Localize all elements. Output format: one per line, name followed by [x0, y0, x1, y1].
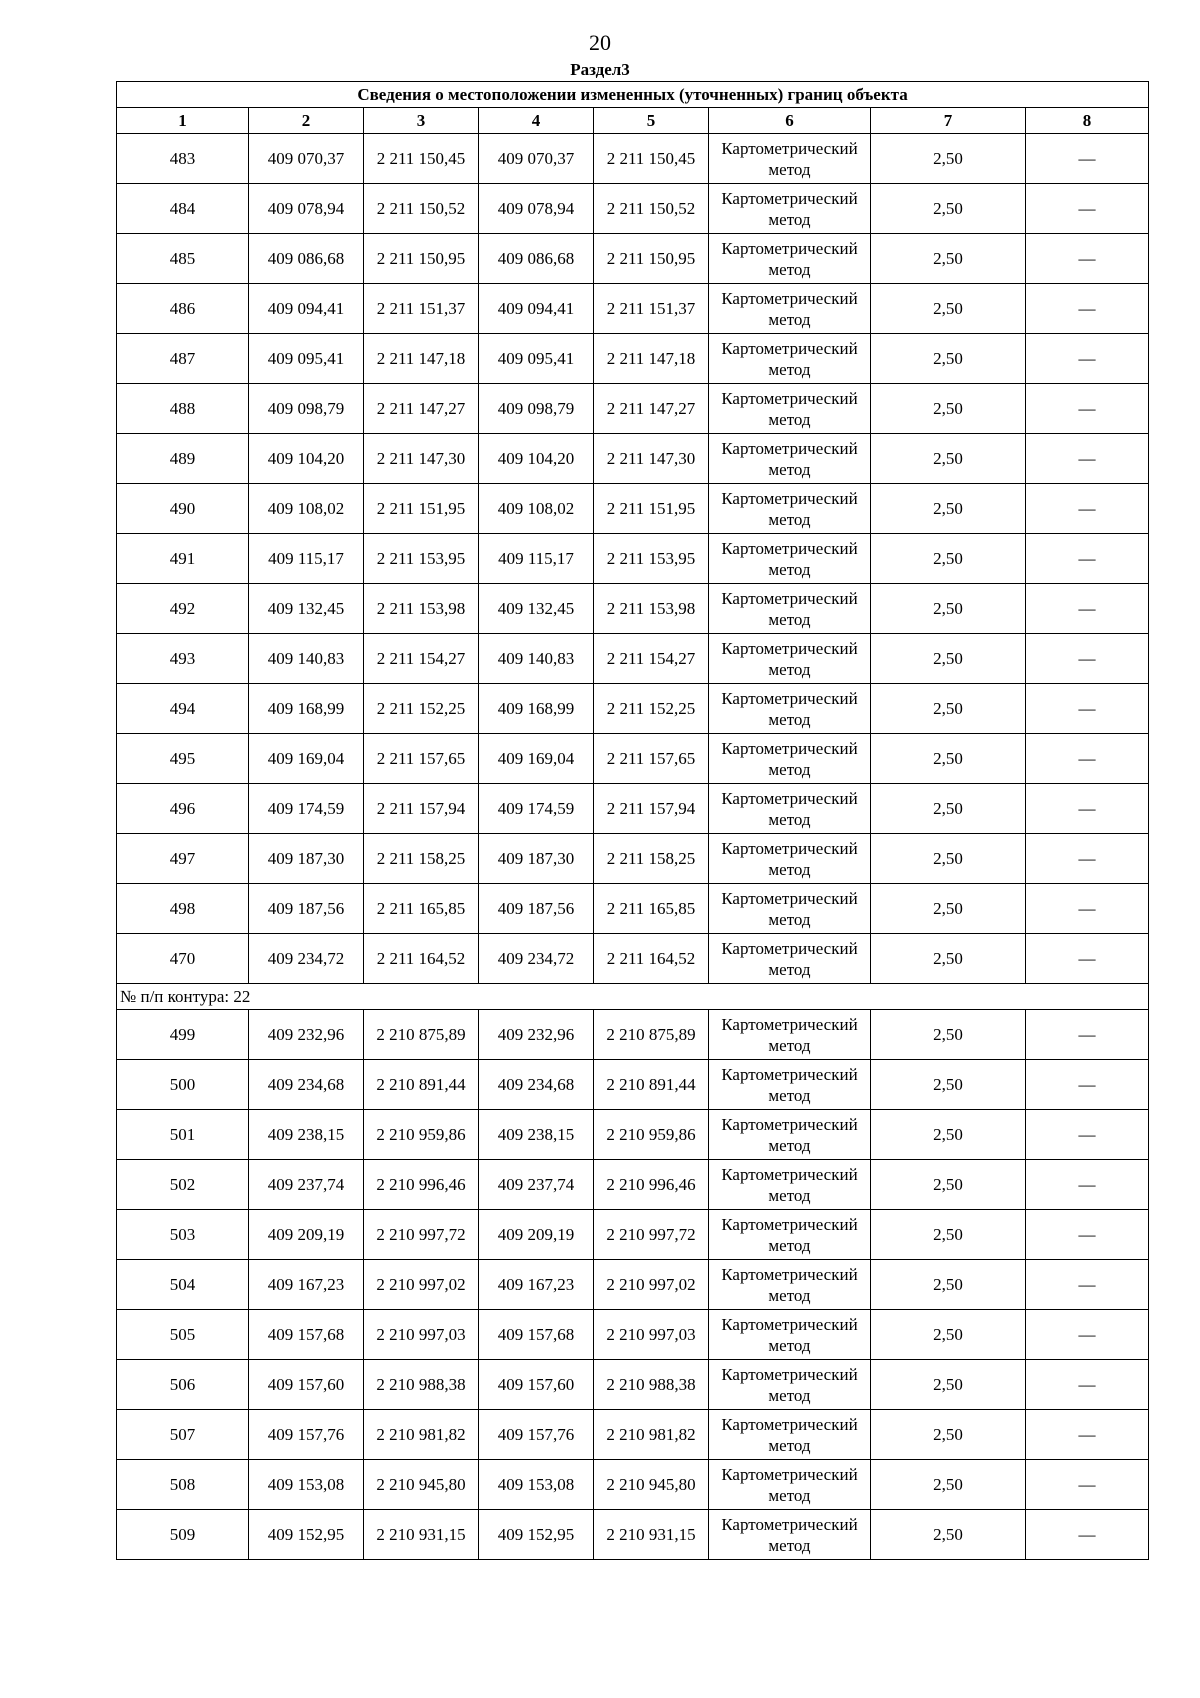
existing-y-cell: 2 211 151,37	[364, 284, 479, 334]
point-number-cell: 490	[117, 484, 249, 534]
new-x-cell: 409 232,96	[479, 1010, 594, 1060]
existing-x-cell: 409 237,74	[249, 1160, 364, 1210]
new-y-cell: 2 211 147,30	[594, 434, 709, 484]
method-cell: Картометрический метод	[709, 534, 871, 584]
point-number-cell: 506	[117, 1360, 249, 1410]
existing-y-cell: 2 210 959,86	[364, 1110, 479, 1160]
description-cell: —	[1026, 234, 1149, 284]
new-x-cell: 409 098,79	[479, 384, 594, 434]
method-cell: Картометрический метод	[709, 1110, 871, 1160]
table-row	[117, 1210, 1149, 1260]
new-y-cell: 2 211 150,52	[594, 184, 709, 234]
table-row	[117, 1160, 1149, 1210]
accuracy-cell: 2,50	[871, 634, 1026, 684]
description-cell: —	[1026, 584, 1149, 634]
point-number-cell: 494	[117, 684, 249, 734]
existing-y-cell: 2 211 150,45	[364, 134, 479, 184]
new-y-cell: 2 211 151,37	[594, 284, 709, 334]
table-row	[117, 934, 1149, 984]
new-x-cell: 409 187,30	[479, 834, 594, 884]
accuracy-cell: 2,50	[871, 584, 1026, 634]
method-cell: Картометрический метод	[709, 1060, 871, 1110]
new-y-cell: 2 211 164,52	[594, 934, 709, 984]
new-x-cell: 409 168,99	[479, 684, 594, 734]
description-cell: —	[1026, 1510, 1149, 1560]
new-y-cell: 2 211 153,95	[594, 534, 709, 584]
table-row	[117, 134, 1149, 184]
existing-x-cell: 409 115,17	[249, 534, 364, 584]
accuracy-cell: 2,50	[871, 234, 1026, 284]
table-row	[117, 584, 1149, 634]
description-cell: —	[1026, 1260, 1149, 1310]
existing-x-cell: 409 167,23	[249, 1260, 364, 1310]
table-row	[117, 1060, 1149, 1110]
column-number: 7	[871, 108, 1026, 134]
new-x-cell: 409 234,72	[479, 934, 594, 984]
table-row	[117, 334, 1149, 384]
new-y-cell: 2 210 997,02	[594, 1260, 709, 1310]
point-number-cell: 485	[117, 234, 249, 284]
existing-x-cell: 409 187,56	[249, 884, 364, 934]
new-x-cell: 409 174,59	[479, 784, 594, 834]
column-number: 1	[117, 108, 249, 134]
existing-y-cell: 2 211 158,25	[364, 834, 479, 884]
new-x-cell: 409 078,94	[479, 184, 594, 234]
accuracy-cell: 2,50	[871, 734, 1026, 784]
existing-y-cell: 2 211 157,94	[364, 784, 479, 834]
new-x-cell: 409 132,45	[479, 584, 594, 634]
method-cell: Картометрический метод	[709, 934, 871, 984]
method-cell: Картометрический метод	[709, 1160, 871, 1210]
existing-y-cell: 2 211 152,25	[364, 684, 479, 734]
table-row	[117, 1510, 1149, 1560]
existing-x-cell: 409 152,95	[249, 1510, 364, 1560]
new-y-cell: 2 210 891,44	[594, 1060, 709, 1110]
existing-x-cell: 409 132,45	[249, 584, 364, 634]
existing-y-cell: 2 211 147,30	[364, 434, 479, 484]
point-number-cell: 486	[117, 284, 249, 334]
description-cell: —	[1026, 434, 1149, 484]
table-row	[117, 1460, 1149, 1510]
table-row	[117, 434, 1149, 484]
accuracy-cell: 2,50	[871, 1310, 1026, 1360]
table-row	[117, 1010, 1149, 1060]
existing-x-cell: 409 108,02	[249, 484, 364, 534]
new-y-cell: 2 210 931,15	[594, 1510, 709, 1560]
point-number-cell: 492	[117, 584, 249, 634]
new-y-cell: 2 210 981,82	[594, 1410, 709, 1460]
new-y-cell: 2 210 997,03	[594, 1310, 709, 1360]
description-cell: —	[1026, 1410, 1149, 1460]
new-x-cell: 409 095,41	[479, 334, 594, 384]
description-cell: —	[1026, 134, 1149, 184]
new-y-cell: 2 211 150,95	[594, 234, 709, 284]
existing-y-cell: 2 210 996,46	[364, 1160, 479, 1210]
new-y-cell: 2 210 945,80	[594, 1460, 709, 1510]
existing-y-cell: 2 211 150,52	[364, 184, 479, 234]
accuracy-cell: 2,50	[871, 1110, 1026, 1160]
method-cell: Картометрический метод	[709, 734, 871, 784]
existing-x-cell: 409 157,60	[249, 1360, 364, 1410]
point-number-cell: 502	[117, 1160, 249, 1210]
description-cell: —	[1026, 1360, 1149, 1410]
point-number-cell: 484	[117, 184, 249, 234]
method-cell: Картометрический метод	[709, 1360, 871, 1410]
description-cell: —	[1026, 834, 1149, 884]
existing-x-cell: 409 234,68	[249, 1060, 364, 1110]
new-x-cell: 409 157,60	[479, 1360, 594, 1410]
description-cell: —	[1026, 1210, 1149, 1260]
new-y-cell: 2 211 154,27	[594, 634, 709, 684]
new-y-cell: 2 210 997,72	[594, 1210, 709, 1260]
existing-y-cell: 2 211 147,18	[364, 334, 479, 384]
column-number: 3	[364, 108, 479, 134]
description-cell: —	[1026, 734, 1149, 784]
existing-x-cell: 409 187,30	[249, 834, 364, 884]
accuracy-cell: 2,50	[871, 534, 1026, 584]
point-number-cell: 497	[117, 834, 249, 884]
accuracy-cell: 2,50	[871, 384, 1026, 434]
existing-y-cell: 2 211 151,95	[364, 484, 479, 534]
point-number-cell: 500	[117, 1060, 249, 1110]
new-y-cell: 2 211 152,25	[594, 684, 709, 734]
accuracy-cell: 2,50	[871, 784, 1026, 834]
existing-x-cell: 409 070,37	[249, 134, 364, 184]
table-header	[117, 82, 1149, 134]
method-cell: Картометрический метод	[709, 484, 871, 534]
new-y-cell: 2 211 151,95	[594, 484, 709, 534]
existing-x-cell: 409 168,99	[249, 684, 364, 734]
description-cell: —	[1026, 1010, 1149, 1060]
existing-x-cell: 409 232,96	[249, 1010, 364, 1060]
existing-y-cell: 2 210 988,38	[364, 1360, 479, 1410]
description-cell: —	[1026, 384, 1149, 434]
accuracy-cell: 2,50	[871, 134, 1026, 184]
accuracy-cell: 2,50	[871, 884, 1026, 934]
existing-x-cell: 409 078,94	[249, 184, 364, 234]
accuracy-cell: 2,50	[871, 1510, 1026, 1560]
new-x-cell: 409 115,17	[479, 534, 594, 584]
table-row	[117, 684, 1149, 734]
table-row	[117, 1260, 1149, 1310]
new-x-cell: 409 070,37	[479, 134, 594, 184]
description-cell: —	[1026, 484, 1149, 534]
table-row	[117, 634, 1149, 684]
table-row	[117, 1310, 1149, 1360]
new-y-cell: 2 211 150,45	[594, 134, 709, 184]
contour-row	[117, 984, 1149, 1010]
table-caption-row	[117, 82, 1149, 108]
existing-x-cell: 409 169,04	[249, 734, 364, 784]
existing-x-cell: 409 153,08	[249, 1460, 364, 1510]
description-cell: —	[1026, 934, 1149, 984]
existing-x-cell: 409 209,19	[249, 1210, 364, 1260]
point-number-cell: 487	[117, 334, 249, 384]
existing-y-cell: 2 211 153,98	[364, 584, 479, 634]
table-row	[117, 1360, 1149, 1410]
table-row	[117, 1410, 1149, 1460]
table-row	[117, 484, 1149, 534]
method-cell: Картометрический метод	[709, 184, 871, 234]
accuracy-cell: 2,50	[871, 1160, 1026, 1210]
accuracy-cell: 2,50	[871, 1410, 1026, 1460]
new-x-cell: 409 152,95	[479, 1510, 594, 1560]
point-number-cell: 509	[117, 1510, 249, 1560]
description-cell: —	[1026, 1310, 1149, 1360]
new-x-cell: 409 169,04	[479, 734, 594, 784]
table-row	[117, 534, 1149, 584]
point-number-cell: 491	[117, 534, 249, 584]
existing-y-cell: 2 210 931,15	[364, 1510, 479, 1560]
method-cell: Картометрический метод	[709, 1510, 871, 1560]
new-y-cell: 2 210 875,89	[594, 1010, 709, 1060]
table-body	[117, 134, 1149, 1560]
column-number-row	[117, 108, 1149, 134]
new-x-cell: 409 234,68	[479, 1060, 594, 1110]
accuracy-cell: 2,50	[871, 1060, 1026, 1110]
method-cell: Картометрический метод	[709, 1260, 871, 1310]
method-cell: Картометрический метод	[709, 434, 871, 484]
accuracy-cell: 2,50	[871, 834, 1026, 884]
column-number: 2	[249, 108, 364, 134]
coordinates-table	[116, 81, 1149, 1560]
point-number-cell: 498	[117, 884, 249, 934]
method-cell: Картометрический метод	[709, 334, 871, 384]
accuracy-cell: 2,50	[871, 684, 1026, 734]
column-number: 5	[594, 108, 709, 134]
existing-x-cell: 409 098,79	[249, 384, 364, 434]
table-row	[117, 234, 1149, 284]
method-cell: Картометрический метод	[709, 1460, 871, 1510]
existing-x-cell: 409 086,68	[249, 234, 364, 284]
point-number-cell: 507	[117, 1410, 249, 1460]
existing-y-cell: 2 211 153,95	[364, 534, 479, 584]
new-y-cell: 2 211 165,85	[594, 884, 709, 934]
method-cell: Картометрический метод	[709, 134, 871, 184]
existing-y-cell: 2 211 154,27	[364, 634, 479, 684]
table-row	[117, 284, 1149, 334]
existing-y-cell: 2 211 147,27	[364, 384, 479, 434]
accuracy-cell: 2,50	[871, 284, 1026, 334]
contour-label: № п/п контура: 22	[117, 984, 1149, 1010]
table-row	[117, 784, 1149, 834]
new-y-cell: 2 211 157,94	[594, 784, 709, 834]
accuracy-cell: 2,50	[871, 334, 1026, 384]
method-cell: Картометрический метод	[709, 884, 871, 934]
accuracy-cell: 2,50	[871, 1360, 1026, 1410]
existing-x-cell: 409 234,72	[249, 934, 364, 984]
existing-x-cell: 409 157,76	[249, 1410, 364, 1460]
description-cell: —	[1026, 1060, 1149, 1110]
new-y-cell: 2 210 959,86	[594, 1110, 709, 1160]
description-cell: —	[1026, 1460, 1149, 1510]
method-cell: Картометрический метод	[709, 1310, 871, 1360]
new-x-cell: 409 238,15	[479, 1110, 594, 1160]
existing-x-cell: 409 238,15	[249, 1110, 364, 1160]
new-y-cell: 2 210 988,38	[594, 1360, 709, 1410]
point-number-cell: 489	[117, 434, 249, 484]
column-number: 6	[709, 108, 871, 134]
description-cell: —	[1026, 634, 1149, 684]
accuracy-cell: 2,50	[871, 1260, 1026, 1310]
point-number-cell: 501	[117, 1110, 249, 1160]
table-row	[117, 734, 1149, 784]
method-cell: Картометрический метод	[709, 384, 871, 434]
existing-y-cell: 2 210 981,82	[364, 1410, 479, 1460]
existing-x-cell: 409 157,68	[249, 1310, 364, 1360]
new-x-cell: 409 157,68	[479, 1310, 594, 1360]
point-number-cell: 505	[117, 1310, 249, 1360]
new-y-cell: 2 211 147,18	[594, 334, 709, 384]
accuracy-cell: 2,50	[871, 434, 1026, 484]
table-row	[117, 384, 1149, 434]
new-x-cell: 409 157,76	[479, 1410, 594, 1460]
existing-y-cell: 2 210 997,03	[364, 1310, 479, 1360]
description-cell: —	[1026, 534, 1149, 584]
method-cell: Картометрический метод	[709, 1210, 871, 1260]
table-row	[117, 834, 1149, 884]
accuracy-cell: 2,50	[871, 1210, 1026, 1260]
existing-y-cell: 2 211 157,65	[364, 734, 479, 784]
new-x-cell: 409 167,23	[479, 1260, 594, 1310]
method-cell: Картометрический метод	[709, 834, 871, 884]
description-cell: —	[1026, 334, 1149, 384]
point-number-cell: 503	[117, 1210, 249, 1260]
point-number-cell: 493	[117, 634, 249, 684]
description-cell: —	[1026, 284, 1149, 334]
column-number: 8	[1026, 108, 1149, 134]
accuracy-cell: 2,50	[871, 184, 1026, 234]
new-x-cell: 409 187,56	[479, 884, 594, 934]
new-x-cell: 409 153,08	[479, 1460, 594, 1510]
existing-y-cell: 2 210 875,89	[364, 1010, 479, 1060]
new-x-cell: 409 086,68	[479, 234, 594, 284]
point-number-cell: 504	[117, 1260, 249, 1310]
new-y-cell: 2 211 147,27	[594, 384, 709, 434]
description-cell: —	[1026, 1160, 1149, 1210]
new-x-cell: 409 237,74	[479, 1160, 594, 1210]
new-y-cell: 2 211 157,65	[594, 734, 709, 784]
accuracy-cell: 2,50	[871, 1460, 1026, 1510]
method-cell: Картометрический метод	[709, 584, 871, 634]
new-x-cell: 409 104,20	[479, 434, 594, 484]
new-x-cell: 409 108,02	[479, 484, 594, 534]
description-cell: —	[1026, 784, 1149, 834]
table-row	[117, 184, 1149, 234]
existing-y-cell: 2 210 945,80	[364, 1460, 479, 1510]
method-cell: Картометрический метод	[709, 284, 871, 334]
existing-y-cell: 2 210 997,72	[364, 1210, 479, 1260]
table-row	[117, 884, 1149, 934]
point-number-cell: 508	[117, 1460, 249, 1510]
description-cell: —	[1026, 884, 1149, 934]
table-caption: Сведения о местоположении измененных (уточненных) границ объекта	[117, 82, 1149, 108]
accuracy-cell: 2,50	[871, 1010, 1026, 1060]
method-cell: Картометрический метод	[709, 234, 871, 284]
accuracy-cell: 2,50	[871, 934, 1026, 984]
new-y-cell: 2 211 158,25	[594, 834, 709, 884]
new-x-cell: 409 209,19	[479, 1210, 594, 1260]
method-cell: Картометрический метод	[709, 684, 871, 734]
existing-x-cell: 409 104,20	[249, 434, 364, 484]
existing-x-cell: 409 140,83	[249, 634, 364, 684]
point-number-cell: 495	[117, 734, 249, 784]
point-number-cell: 488	[117, 384, 249, 434]
method-cell: Картометрический метод	[709, 1010, 871, 1060]
new-x-cell: 409 094,41	[479, 284, 594, 334]
point-number-cell: 499	[117, 1010, 249, 1060]
existing-y-cell: 2 210 891,44	[364, 1060, 479, 1110]
point-number-cell: 470	[117, 934, 249, 984]
method-cell: Картометрический метод	[709, 1410, 871, 1460]
accuracy-cell: 2,50	[871, 484, 1026, 534]
new-y-cell: 2 210 996,46	[594, 1160, 709, 1210]
existing-y-cell: 2 210 997,02	[364, 1260, 479, 1310]
point-number-cell: 496	[117, 784, 249, 834]
existing-y-cell: 2 211 150,95	[364, 234, 479, 284]
method-cell: Картометрический метод	[709, 634, 871, 684]
description-cell: —	[1026, 1110, 1149, 1160]
method-cell: Картометрический метод	[709, 784, 871, 834]
existing-x-cell: 409 174,59	[249, 784, 364, 834]
new-x-cell: 409 140,83	[479, 634, 594, 684]
existing-y-cell: 2 211 165,85	[364, 884, 479, 934]
existing-y-cell: 2 211 164,52	[364, 934, 479, 984]
existing-x-cell: 409 094,41	[249, 284, 364, 334]
column-number: 4	[479, 108, 594, 134]
page-number: 20	[589, 30, 611, 55]
section-title: Раздел3	[570, 60, 630, 79]
point-number-cell: 483	[117, 134, 249, 184]
table-row	[117, 1110, 1149, 1160]
description-cell: —	[1026, 684, 1149, 734]
existing-x-cell: 409 095,41	[249, 334, 364, 384]
new-y-cell: 2 211 153,98	[594, 584, 709, 634]
description-cell: —	[1026, 184, 1149, 234]
